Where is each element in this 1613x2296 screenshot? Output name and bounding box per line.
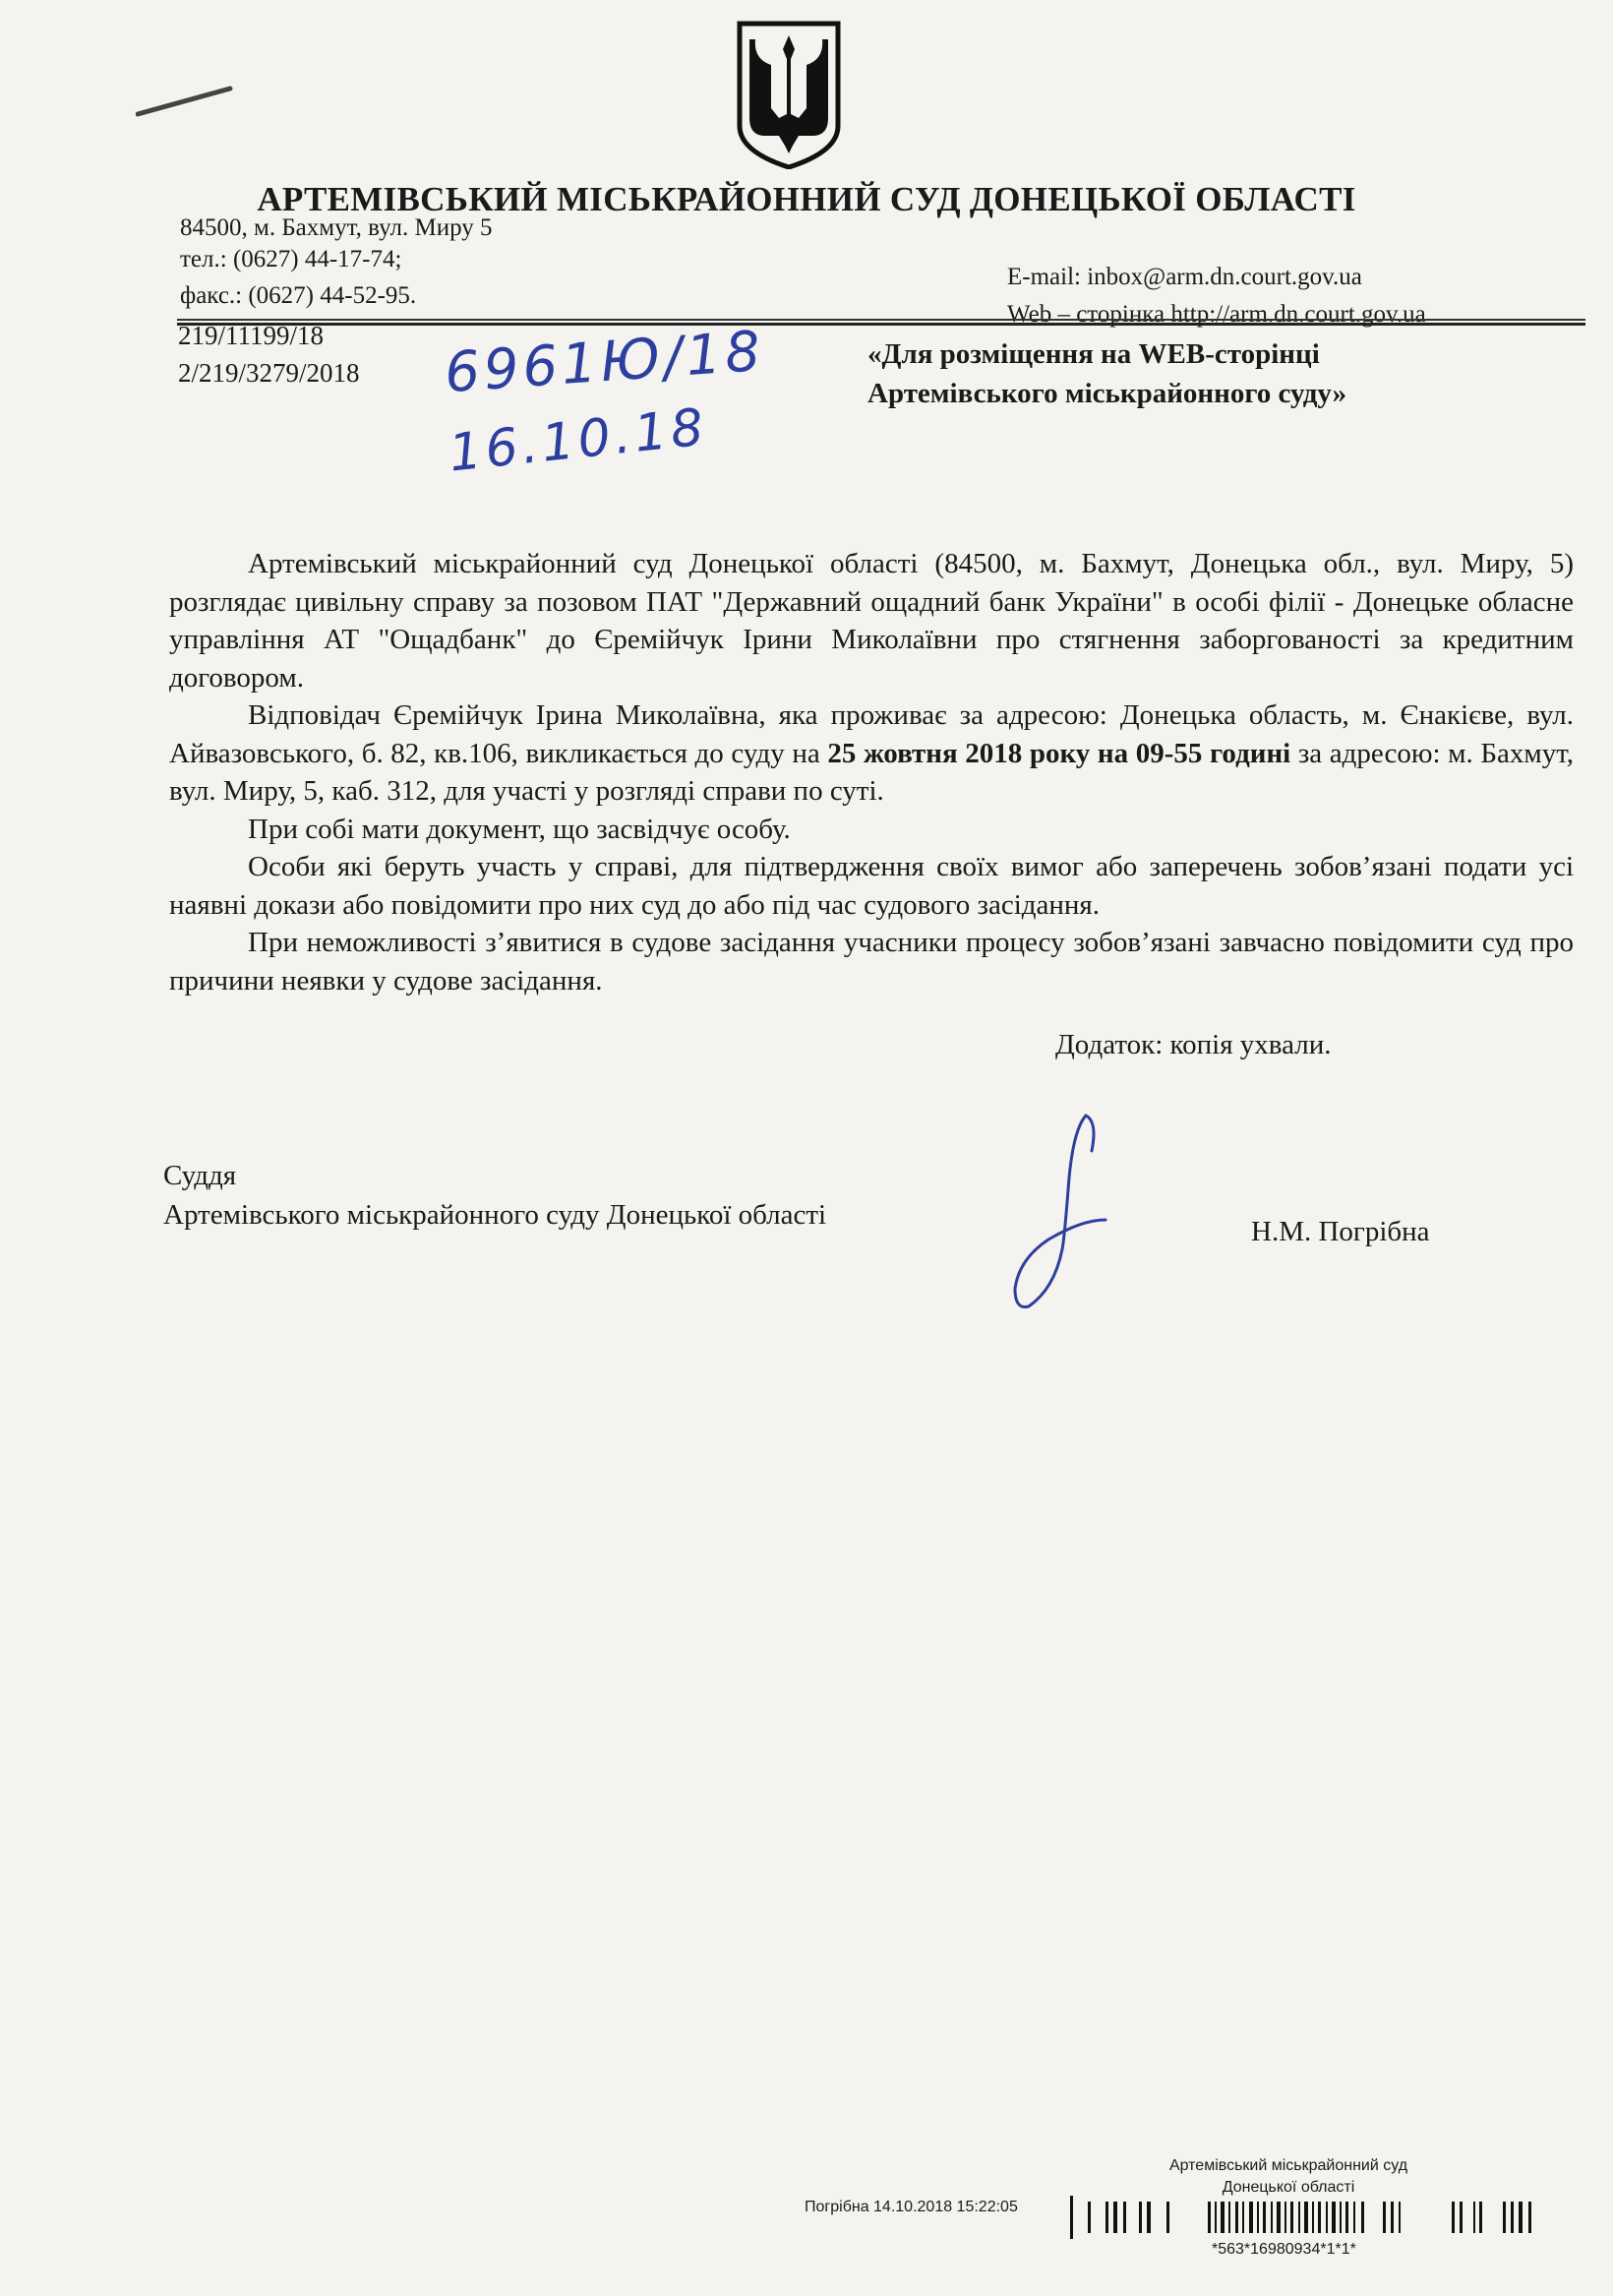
- barcode-number: *563*16980934*1*1*: [1212, 2241, 1356, 2258]
- judge-title-block: [163, 1156, 826, 1235]
- paragraph-summons: [169, 696, 1574, 811]
- e-signature-court: [1141, 2155, 1436, 2199]
- court-website: Web – сторінка http://arm.dn.court.gov.ua: [1007, 301, 1426, 328]
- summons-text-start: Відповідач Єремійчук Ірина Миколаївна, яка проживає за адресою: Донецька область, м. Єнакієве, вул. Айвазовського, б. 82, кв.106, викликається до суду на: [169, 699, 1574, 769]
- judge-signature: [1003, 1102, 1131, 1318]
- header-divider: [177, 319, 1585, 321]
- attachment-note: Додаток: копія ухвали.: [1055, 1029, 1332, 1060]
- judge-court: Артемівського міськрайонного суду Донецької області: [163, 1199, 827, 1231]
- header-divider-thick: [177, 323, 1585, 326]
- hearing-datetime: 25 жовтня 2018 року на 09-55 годині: [827, 737, 1291, 769]
- summons-body: [169, 545, 1574, 999]
- summons-text-end: за адресою: м. Бахмут, вул. Миру, 5, каб. 312, для участі у розгляді справи по суті.: [169, 737, 1575, 807]
- court-fax: факс.: (0627) 44-52-95.: [180, 282, 417, 309]
- document-barcode: [1070, 2196, 1542, 2239]
- court-address: 84500, м. Бахмут, вул. Миру 5: [180, 214, 493, 241]
- web-note-line-1: «Для розміщення на WEB-сторінці: [867, 338, 1320, 370]
- court-phone: тел.: (0627) 44-17-74;: [180, 246, 402, 272]
- paragraph-id-document: При собі мати документ, що засвідчує особу.: [248, 813, 791, 845]
- court-name-heading: АРТЕМІВСЬКИЙ МІСЬКРАЙОННИЙ СУД ДОНЕЦЬКОЇ ОБЛАСТІ: [257, 180, 1356, 218]
- court-email: E-mail: inbox@arm.dn.court.gov.ua: [1007, 264, 1362, 290]
- judge-title: Суддя: [163, 1160, 237, 1191]
- web-note-line-2: Артемівського міськрайонного суду»: [867, 378, 1347, 409]
- case-number-secondary: 2/219/3279/2018: [178, 358, 360, 388]
- paragraph-absence: При неможливості з’явитися в судове засідання учасники процесу зобов’язані завчасно повідомити суд про причини неявки у судове засідання.: [169, 927, 1574, 997]
- paragraph-evidence: Особи які беруть участь у справі, для підтвердження своїх вимог або заперечень зобов’язані подати усі наявні докази або повідомити про них суд до або під час судового засідання.: [169, 851, 1574, 921]
- e-signature-court-line-1: Артемівський міськрайонний суд: [1168, 2157, 1408, 2174]
- e-signature-datetime: Погрібна 14.10.2018 15:22:05: [805, 2199, 1018, 2215]
- handwritten-incoming-number: 6961Ю/18: [443, 319, 766, 406]
- paragraph-case-description: Артемівський міськрайонний суд Донецької області (84500, м. Бахмут, Донецька обл., вул. Миру, 5) розглядає цивільну справу за позовом ПАТ "Державний ощадний банк України" в особі філії - Донецьке обласне управління АТ "Ощадбанк" до Єремійчук Ірини Миколаївни про стягнення заборгованості за кредитним договором.: [169, 548, 1574, 694]
- web-publication-note: [867, 334, 1346, 413]
- scan-pen-mark: [136, 83, 234, 118]
- handwritten-incoming-date: 16.10.18: [446, 397, 710, 484]
- case-number-primary: 219/11199/18: [178, 321, 324, 350]
- e-signature-court-line-2: Донецької області: [1222, 2179, 1355, 2196]
- coat-of-arms-icon: [734, 20, 844, 169]
- judge-name: Н.М. Погрібна: [1251, 1216, 1430, 1247]
